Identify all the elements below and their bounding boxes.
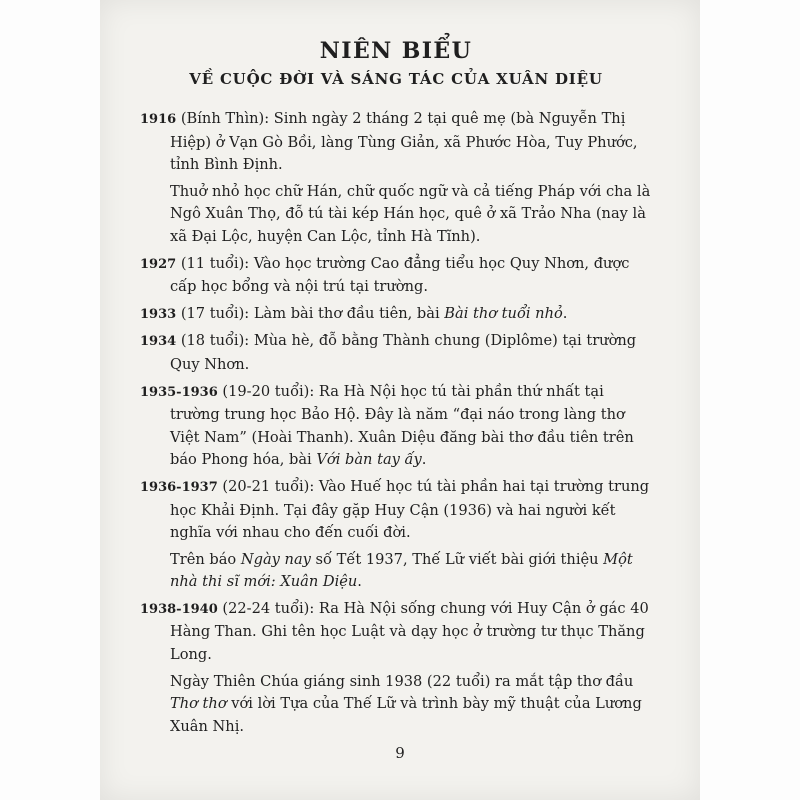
entry-1934 (140, 330, 652, 376)
book-title: Thơ thơ (170, 695, 227, 713)
entry-year: 1936-1937 (140, 479, 218, 495)
entry-year: 1933 (140, 306, 177, 322)
entry-text: (18 tuổi): Mùa hè, đỗ bằng Thành chung (Diplôme) tại trường Quy Nhơn. (170, 332, 637, 373)
entry-1916-paragraph: Thuở nhỏ học chữ Hán, chữ quốc ngữ và cả tiếng Pháp với cha là Ngô Xuân Thọ, đỗ tú tài kép Hán học, quê ở xã Trảo Nha (nay là xã Đại Lộc, huyện Can Lộc, tỉnh Hà Tĩnh). (170, 182, 651, 245)
article-title: Một nhà thi sĩ mới: Xuân Diệu (170, 550, 633, 591)
entry-year: 1938-1940 (140, 601, 218, 617)
entry-text: (Bính Thìn): Sinh ngày 2 tháng 2 tại quê mẹ (bà Nguyễn Thị Hiệp) ở Vạn Gò Bồi, làng Tùng Giản, xã Phước Hòa, Tuy Phước, tỉnh Bình Định. (170, 110, 638, 174)
entry-year: 1927 (140, 256, 177, 272)
poem-title: Với bàn tay ấy (316, 451, 422, 469)
paragraph-text: số Tết 1937, Thế Lữ viết bài giới thiệu (310, 550, 604, 568)
entry-year: 1916 (140, 112, 177, 127)
entry-1916 (140, 108, 652, 177)
entry-1938-1940 (140, 598, 652, 667)
entry-text: (22-24 tuổi): Ra Hà Nội sống chung với Huy Cận ở gác 40 Hàng Than. Ghi tên học Luật và dạy học ở trường tư thục Thăng Long. (170, 599, 649, 664)
entry-text-end: . (562, 304, 568, 322)
entry-1936-1937 (140, 476, 652, 545)
entry-text: (11 tuổi): Vào học trường Cao đẳng tiểu học Quy Nhơn, được cấp học bổng và nội trú tại trường. (170, 254, 630, 296)
entry-text: (19-20 tuổi): Ra Hà Nội học tú tài phần thứ nhất tại trường trung học Bảo Hộ. Đây là năm “đại náo trong làng thơ Việt Nam” (Hoài Thanh). Xuân Diệu đăng bài thơ đầu tiên trên báo Phong hóa, bài (170, 382, 634, 469)
entry-1936-1937-paragraph (140, 549, 652, 594)
entry-text-end: . (421, 451, 427, 469)
paragraph-text: Trên báo (170, 550, 241, 568)
entry-1935-1936 (140, 381, 652, 472)
paragraph-text: Ngày Thiên Chúa giáng sinh 1938 (22 tuổi) ra mắt tập thơ đầu (170, 672, 634, 690)
page-number: 9 (395, 744, 405, 762)
newspaper-title: Ngày nay (240, 550, 311, 568)
paragraph-text-end: với lời Tựa của Thế Lữ và trình bày mỹ thuật của Lương Xuân Nhị. (170, 695, 642, 735)
entry-1938-1940-paragraph (140, 671, 652, 739)
poem-title: Bài thơ tuổi nhỏ (444, 304, 563, 322)
page-title: NIÊN BIỂU (319, 38, 473, 64)
page-subtitle: VỀ CUỘC ĐỜI VÀ SÁNG TÁC CỦA XUÂN DIỆU (189, 70, 603, 88)
entry-year: 1935-1936 (140, 384, 218, 400)
entry-1927 (140, 253, 652, 299)
entry-text: (20-21 tuổi): Vào Huế học tú tài phần hai tại trường trung học Khải Định. Tại đây gặp Huy Cận (1936) và hai người kết nghĩa với nhau cho đến cuối đời. (170, 477, 650, 542)
paragraph-text-end: . (357, 573, 362, 591)
entry-year: 1934 (140, 334, 177, 350)
entry-text: (17 tuổi): Làm bài thơ đầu tiên, bài (180, 304, 445, 322)
entry-1933 (140, 303, 652, 327)
book-page (100, 0, 700, 800)
page-content (140, 38, 652, 742)
